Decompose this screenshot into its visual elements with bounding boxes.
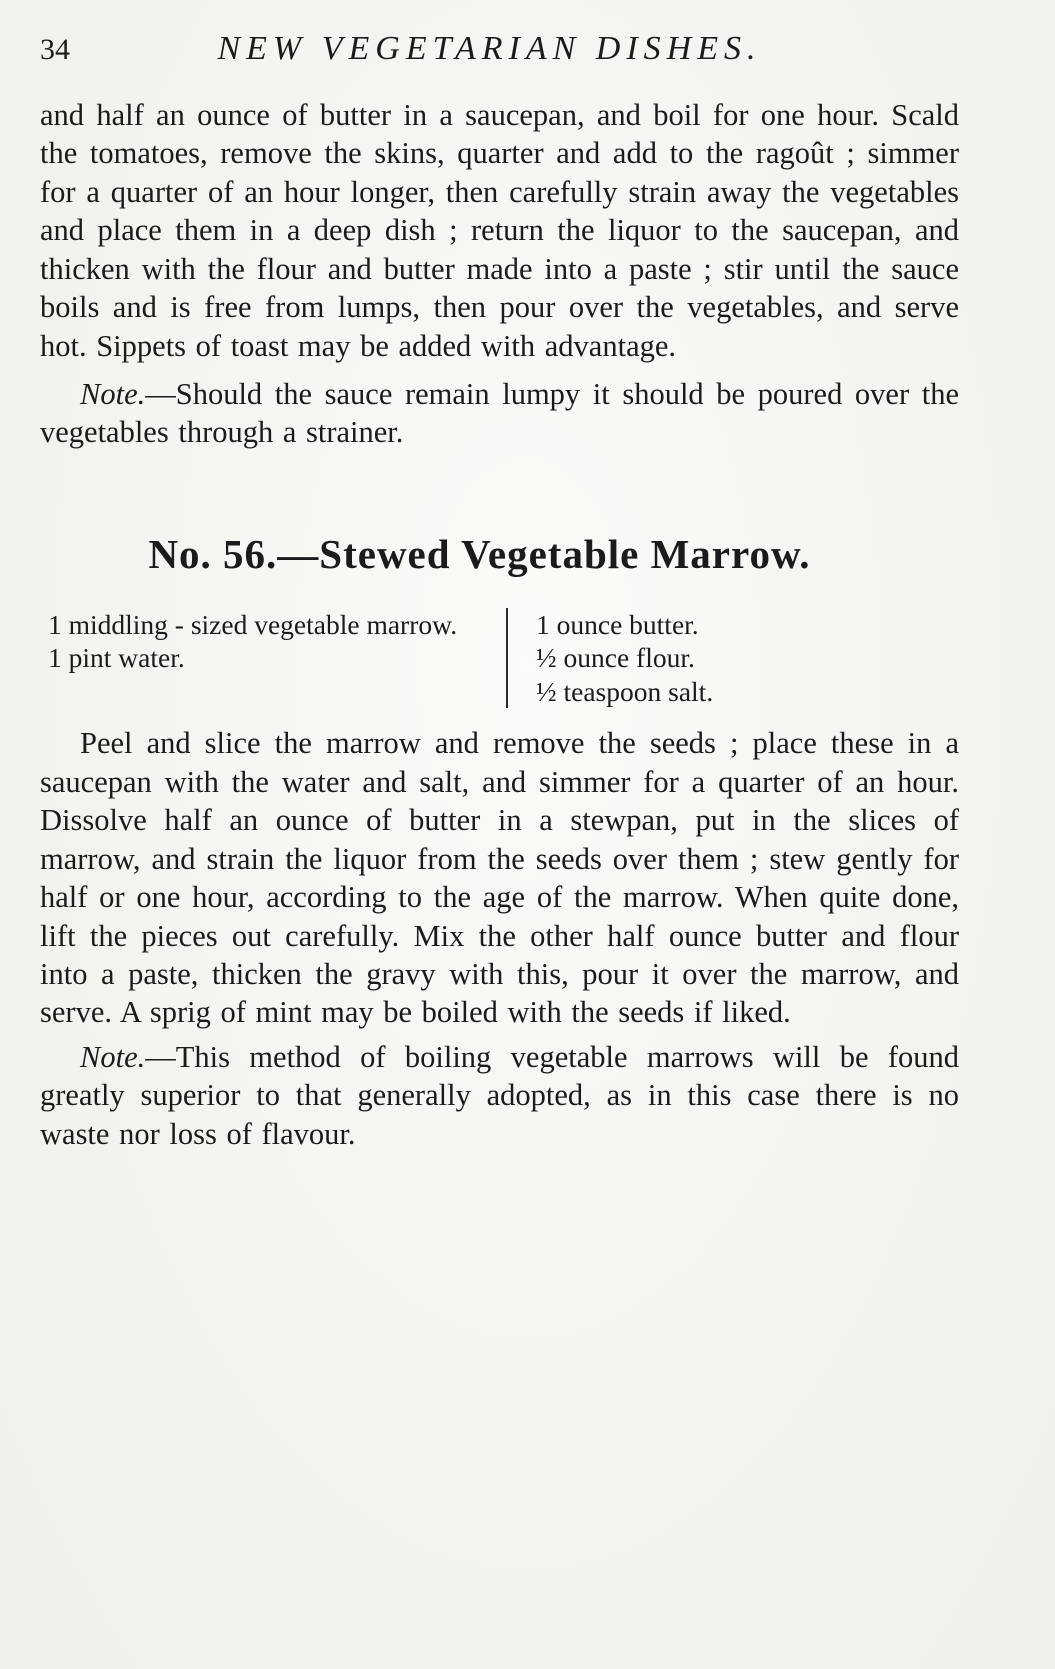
note-text: —Should the sauce remain lumpy it should be poured over the vegetables through a strainer. [40,376,959,450]
ingredient-item: 1 pint water. [48,642,185,674]
recipe-55-note [40,375,959,452]
recipe-56-title: No. 56.—Stewed Vegetable Marrow. [148,530,811,577]
ingredient-item: ½ ounce flour. [536,642,695,674]
ingredient-item: 1 middling - sized vegetable marrow. [48,608,458,640]
page-number: 34 [40,33,70,66]
recipe-56-paragraph [40,724,959,1031]
ingredient-item: ½ teaspoon salt. [536,675,714,707]
ingredients-column-left [48,608,506,709]
ingredients-list [48,608,959,709]
note-label: Note. [80,376,146,411]
running-header [40,30,959,68]
ingredients-column-right [506,608,959,709]
note-text: —This method of boiling vegetable marrows will be found greatly superior to that generally adopted, as in this case there is no waste nor loss of flavour. [40,1039,959,1151]
recipe-55-paragraph [40,96,959,365]
note-label: Note. [80,1039,146,1074]
recipe-56-paragraph-text: Peel and slice the marrow and remove the seeds ; place these in a saucepan with the water and salt, and simmer for a quarter of an hour. Dissolve half an ounce of butter in a stewpan, put in the slices of marrow, and strain the liquor from the seeds over them ; stew gently for half or one hour, according to the age of the marrow. When quite done, lift the pieces out carefully. Mix the other half ounce butter and flour into a paste, thicken the gravy with this, pour it over the marrow, and serve. A sprig of mint may be boiled with the seeds if liked. [40,726,959,1030]
running-header-title: NEW VEGETARIAN DISHES. [217,30,762,67]
recipe-56-note [40,1038,959,1153]
recipe-55-paragraph-text: and half an ounce of butter in a saucepan, and boil for one hour. Scald the tomatoes, remove the skins, quarter and add to the ragoût ; simmer for a quarter of an hour longer, then carefully strain away the vegetables and place them in a deep dish ; return the liquor to the saucepan, and thicken with the flour and butter made into a paste ; stir until the sauce boils and is free from lumps, then pour over the vegetables, and serve hot. Sippets of toast may be added with advantage. [40,98,959,363]
ingredient-item: 1 ounce butter. [536,608,699,640]
